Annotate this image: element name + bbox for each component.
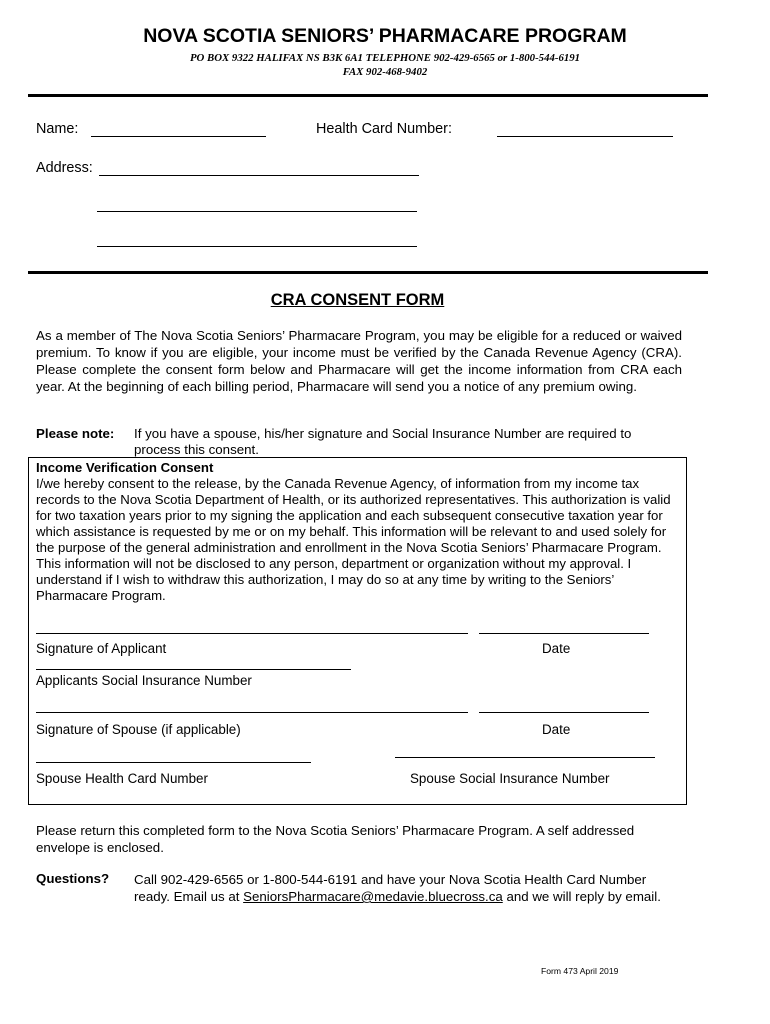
name-label: Name: [36, 121, 79, 137]
applicant-sin-field[interactable] [36, 669, 351, 670]
health-card-field[interactable] [497, 136, 673, 137]
applicant-date-field[interactable] [479, 633, 649, 634]
header-divider [28, 94, 708, 97]
questions-text-pre: Call 902-429-6565 or 1-800-544-6191 and have your Nova Scotia Health Card Number ready. Email us at [134, 872, 647, 904]
form-number: Form 473 April 2019 [541, 966, 619, 976]
note-label: Please note: [36, 426, 115, 441]
address-field-line2[interactable] [97, 211, 417, 212]
spouse-health-card-label: Spouse Health Card Number [36, 771, 208, 786]
applicant-date-label: Date [542, 641, 571, 656]
intro-paragraph: As a member of The Nova Scotia Seniors’ Pharmacare Program, you may be eligible for a reduced or waived premium. To know if you are eligible, your income must be verified by the Canada Revenue Agency (CRA). Please complete the consent form below and Pharmacare will get the income information from CRA each year. At the beginning of each billing period, Pharmacare will send you a notice of any premium owing. [36, 328, 682, 394]
form-title: CRA CONSENT FORM [270, 291, 445, 309]
return-instructions: Please return this completed form to the Nova Scotia Seniors’ Pharmacare Program. A self addressed envelope is enclosed. [36, 823, 635, 855]
section-divider [28, 271, 708, 274]
note-text: If you have a spouse, his/her signature and Social Insurance Number are required to process this consent. [134, 426, 632, 457]
name-field[interactable] [91, 136, 266, 137]
address-label: Address: [36, 160, 93, 176]
applicant-signature-field[interactable] [36, 633, 468, 634]
questions-label: Questions? [36, 871, 110, 886]
contact-address [0, 51, 770, 79]
spouse-sin-label: Spouse Social Insurance Number [410, 771, 610, 786]
spouse-sin-field[interactable] [395, 757, 655, 758]
contact-address-line1: PO BOX 9322 HALIFAX NS B3K 6A1 TELEPHONE 902-429-6565 or 1-800-544-6191 [189, 52, 581, 64]
address-field-line3[interactable] [97, 246, 417, 247]
spouse-signature-label: Signature of Spouse (if applicable) [36, 722, 241, 737]
contact-fax-line: FAX 902-468-9402 [342, 66, 428, 78]
spouse-health-card-field[interactable] [36, 762, 311, 763]
spouse-date-label: Date [542, 722, 571, 737]
applicant-sin-label: Applicants Social Insurance Number [36, 673, 252, 688]
questions-text [134, 871, 679, 905]
address-field-line1[interactable] [99, 175, 419, 176]
spouse-date-field[interactable] [479, 712, 649, 713]
questions-text-post: and we will reply by email. [502, 889, 661, 904]
consent-heading: Income Verification Consent [36, 460, 214, 475]
spouse-signature-field[interactable] [36, 712, 468, 713]
health-card-label: Health Card Number: [316, 121, 452, 137]
consent-body: I/we hereby consent to the release, by the Canada Revenue Agency, of information from my income tax records to the Nova Scotia Department of Health, or its authorized representatives. This authorization is valid for two taxation years prior to my signing the application and each subsequent consecutive taxation year for which assistance is requested by me or on my behalf. This information will be relevant to and used solely for the purpose of the general administration and enrollment in the Nova Scotia Seniors’ Pharmacare Program. This information will not be disclosed to any person, department or organization without my approval. I understand if I wish to withdraw this authorization, I may do so at any time by writing to the Seniors’ Pharmacare Program. [36, 476, 671, 603]
program-title: NOVA SCOTIA SENIORS’ PHARMACARE PROGRAM [143, 25, 627, 47]
applicant-signature-label: Signature of Applicant [36, 641, 167, 656]
email-link[interactable]: SeniorsPharmacare@medavie.bluecross.ca [243, 889, 503, 904]
